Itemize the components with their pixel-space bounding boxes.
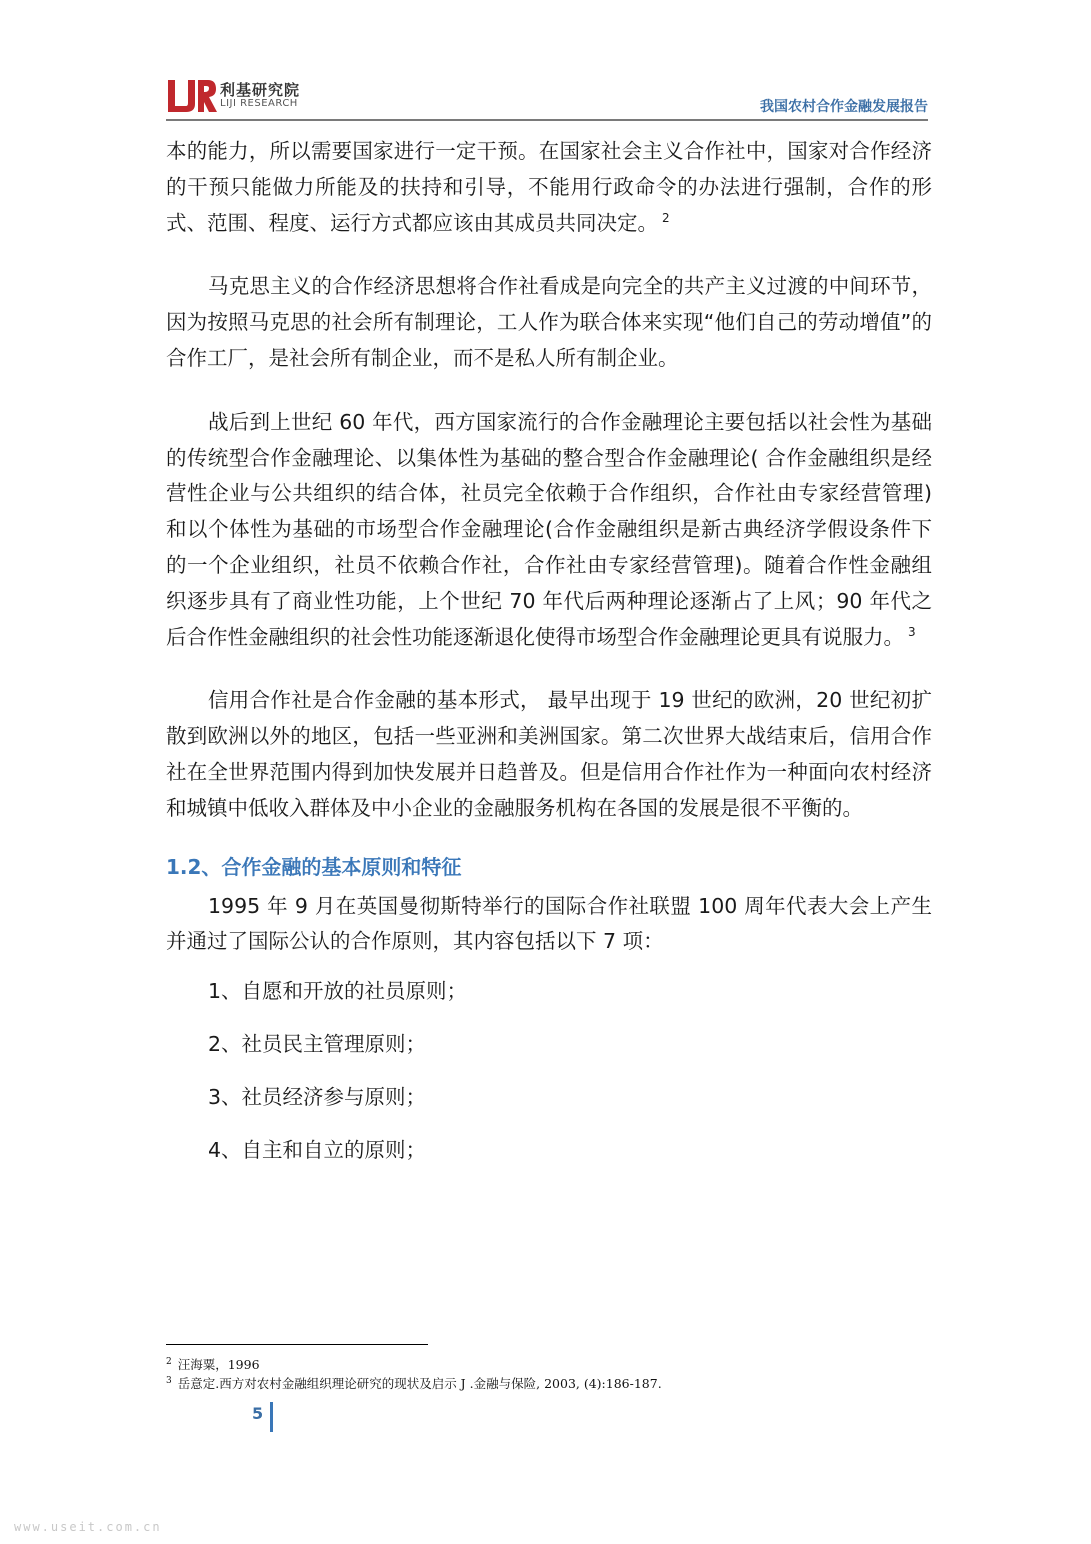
footnote-ref-3: 3 [908, 624, 916, 639]
page-header [166, 78, 928, 122]
paragraph-5: 1995 年 9 月在英国曼彻斯特举行的国际合作社联盟 100 周年代表大会上产生并通过了国际公认的合作原则，其内容包括以下 7 项： [166, 893, 932, 954]
section-heading: 1.2、合作金融的基本原则和特征 [166, 854, 462, 879]
paragraph-3-text: 战后到上世纪 60 年代，西方国家流行的合作金融理论主要包括以社会性为基础的传统型合作金融理论、以集体性为基础的整合型合作金融理论( 合作金融组织是经营性企业与公共组织的结合体，社员完全依赖于合作组织，合作社由专家经营管理) 和以个体性为基础的市场型合作金融理论(合作金融组织是新古典经济学假设条件下的一个企业组织，社员不依赖合作社，合作社由专家经营管理)。随着合作性金融组织逐步具有了商业性功能，上个世纪 70 年代后两种理论逐渐占了上风；90 年代之后合作性金融组织的社会性功能逐渐退化使得市场型合作金融理论更具有说服力。 [166, 409, 932, 649]
logo-english-name: LIJI RESEARCH [220, 98, 298, 109]
footnote-text: 岳意定.西方对农村金融组织理论研究的现状及启示 J .金融与保险, 2003, (4):186-187. [177, 1376, 662, 1391]
footnotes [166, 1355, 662, 1393]
paragraph-4: 信用合作社是合作金融的基本形式， 最早出现于 19 世纪的欧洲，20 世纪初扩散到欧洲以外的地区，包括一些亚洲和美洲国家。第二次世界大战结束后，信用合作社在全世界范围内得到加快发展并日趋普及。但是信用合作社作为一种面向农村经济和城镇中低收入群体及中小企业的金融服务机构在各国的发展是很不平衡的。 [166, 688, 932, 820]
paragraph-1 [166, 134, 932, 241]
footnote-ref-2: 2 [662, 210, 670, 225]
page-number: 5 [252, 1404, 264, 1423]
paragraph-1-text: 本的能力，所以需要国家进行一定干预。在国家社会主义合作社中，国家对合作经济的干预只能做力所能及的扶持和引导，不能用行政命令的办法进行强制，合作的形式、范围、程度、运行方式都应该由其成员共同决定。 [166, 139, 932, 235]
page-number-bar [270, 1402, 273, 1432]
list-item: 4、自主和自立的原则； [208, 1138, 427, 1163]
paragraph-3 [166, 405, 932, 656]
paragraph-2: 马克思主义的合作经济思想将合作社看成是向完全的共产主义过渡的中间环节，因为按照马克思的社会所有制理论，工人作为联合体来实现“他们自己的劳动增值”的合作工厂，是社会所有制企业，而不是私人所有制企业。 [166, 274, 932, 370]
footnote-text: 汪海粟，1996 [177, 1357, 260, 1372]
footnote-mark: 3 [166, 1375, 172, 1386]
logo [166, 78, 316, 116]
footnote-2 [166, 1355, 662, 1374]
footnote-mark: 2 [166, 1356, 172, 1367]
list-item: 2、社员民主管理原则； [208, 1032, 427, 1057]
page-body [166, 134, 932, 1168]
footnote-divider [166, 1344, 428, 1345]
list-item: 3、社员经济参与原则； [208, 1085, 427, 1110]
list-item: 1、自愿和开放的社员原则； [208, 979, 468, 1004]
lj-logo-icon [166, 78, 218, 114]
logo-chinese-name: 利基研究院 [220, 81, 301, 99]
footnote-3 [166, 1374, 662, 1393]
watermark: www.useit.com.cn [14, 1520, 162, 1534]
header-divider [166, 119, 928, 121]
report-title: 我国农村合作金融发展报告 [760, 99, 928, 115]
